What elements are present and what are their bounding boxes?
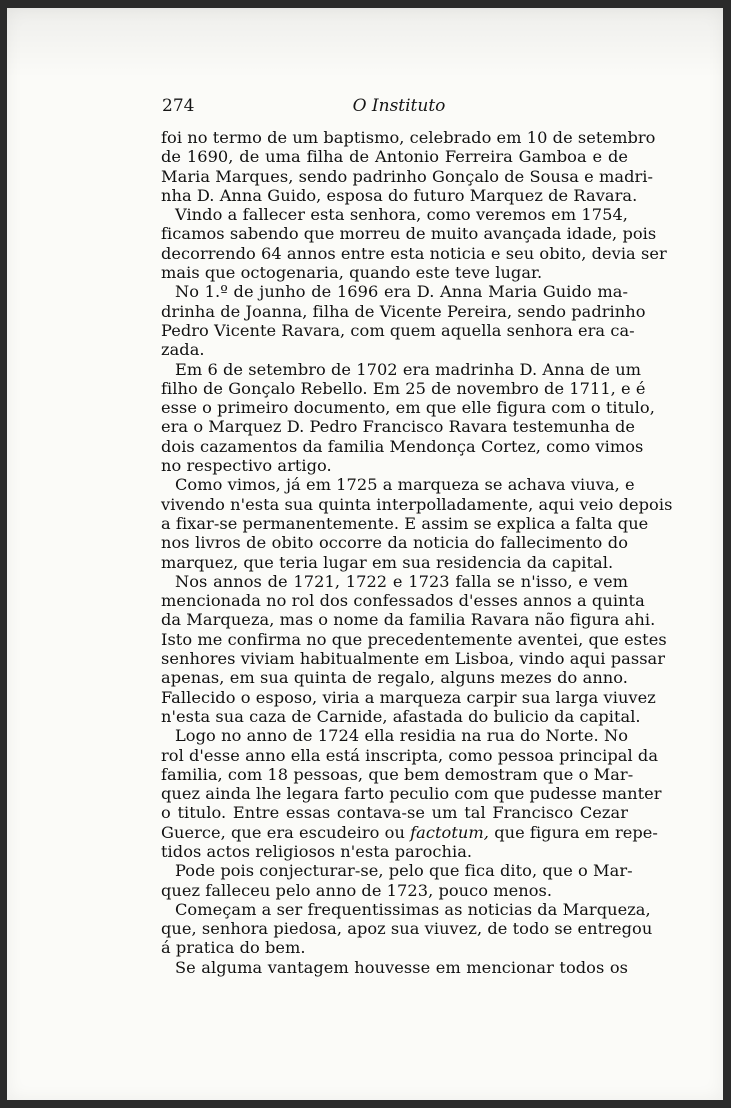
text-line: senhores viviam habitualmente em Lisboa, vindo aqui passar [161, 649, 666, 669]
text-line-with-italic [161, 822, 658, 842]
text-line: era o Marquez D. Pedro Francisco Ravara testemunha de [161, 417, 636, 437]
text-line: a fixar-se permanentemente. E assim se explica a falta que [161, 513, 649, 533]
text-segment: Guerce, que era escudeiro ou [161, 822, 405, 842]
text-line: da Marqueza, mas o nome da familia Ravara não figura ahi. [161, 610, 656, 630]
text-line: Pedro Vicente Ravara, com quem aquella senhora era ca- [161, 320, 635, 340]
body-text [161, 128, 673, 977]
text-segment: que figura em repe- [494, 822, 658, 842]
page-number: 274 [162, 96, 195, 116]
italic-term: factotum, [410, 822, 489, 842]
text-line: familia, com 18 pessoas, que bem demostram que o Mar- [161, 764, 634, 784]
text-line: n'esta sua caza de Carnide, afastada do bulicio da capital. [161, 706, 641, 726]
text-line: No 1.º de junho de 1696 era D. Anna Maria Guido ma- [175, 282, 628, 302]
text-line: Em 6 de setembro de 1702 era madrinha D. Anna de um [175, 359, 642, 379]
text-line: Como vimos, já em 1725 a marqueza se achava viuva, e [175, 475, 635, 495]
text-line: Logo no anno de 1724 ella residia na rua do Norte. No [175, 726, 628, 746]
text-line: Fallecido o esposo, viria a marqueza carpir sua larga viuvez [161, 687, 656, 707]
text-line: Vindo a fallecer esta senhora, como veremos em 1754, [175, 205, 628, 225]
text-line: ficamos sabendo que morreu de muito avançada idade, pois [161, 224, 657, 244]
text-line: quez falleceu pelo anno de 1723, pouco menos. [161, 880, 553, 900]
text-line: nos livros de obito occorre da noticia do fallecimento do [161, 533, 628, 553]
text-line: o titulo. Entre essas contava-se um tal Francisco Cezar [161, 803, 628, 823]
text-line: vivendo n'esta sua quinta interpolladamente, aqui veio depois [161, 494, 673, 514]
text-line: decorrendo 64 annos entre esta noticia e seu obito, devia ser [161, 243, 667, 263]
text-line: Nos annos de 1721, 1722 e 1723 falla se n'isso, e vem [175, 571, 628, 591]
text-line: esse o primeiro documento, em que elle figura com o titulo, [161, 398, 655, 418]
text-line: Se alguma vantagem houvesse em mencionar todos os [175, 957, 628, 977]
page-header [162, 96, 636, 122]
text-line: quez ainda lhe legara farto peculio com que pudesse manter [161, 784, 662, 804]
text-line: Maria Marques, sendo padrinho Gonçalo de Sousa e madri- [161, 166, 654, 186]
text-line: marquez, que teria lugar em sua residencia da capital. [161, 552, 614, 572]
running-title: O Instituto [352, 96, 446, 116]
text-line: rol d'esse anno ella está inscripta, como pessoa principal da [161, 745, 659, 765]
text-line: mencionada no rol dos confessados d'esses annos a quinta [161, 591, 645, 611]
text-line: Isto me confirma no que precedentemente aventei, que estes [161, 629, 667, 649]
text-line: que, senhora piedosa, apoz sua viuvez, de todo se entregou [161, 919, 653, 939]
text-line: foi no termo de um baptismo, celebrado em 10 de setembro [161, 128, 656, 147]
text-line: de 1690, de uma filha de Antonio Ferreira Gamboa e de [161, 147, 628, 167]
text-line: tidos actos religiosos n'esta parochia. [161, 841, 473, 861]
text-line: no respectivo artigo. [161, 456, 332, 476]
text-line: filho de Gonçalo Rebello. Em 25 de novembro de 1711, e é [161, 378, 646, 398]
text-line: á pratica do bem. [161, 938, 306, 958]
text-line: mais que octogenaria, quando este teve lugar. [161, 263, 543, 283]
text-line: zada. [161, 340, 205, 360]
text-line: nha D. Anna Guido, esposa do futuro Marquez de Ravara. [161, 185, 638, 205]
text-line: Pode pois conjecturar-se, pelo que fica dito, que o Mar- [175, 861, 633, 881]
text-line: apenas, em sua quinta de regalo, alguns mezes do anno. [161, 668, 628, 688]
text-line: drinha de Joanna, filha de Vicente Pereira, sendo padrinho [161, 301, 646, 321]
text-line: Começam a ser frequentissimas as noticias da Marqueza, [175, 899, 651, 919]
text-line: dois cazamentos da familia Mendonça Cortez, como vimos [161, 436, 644, 456]
